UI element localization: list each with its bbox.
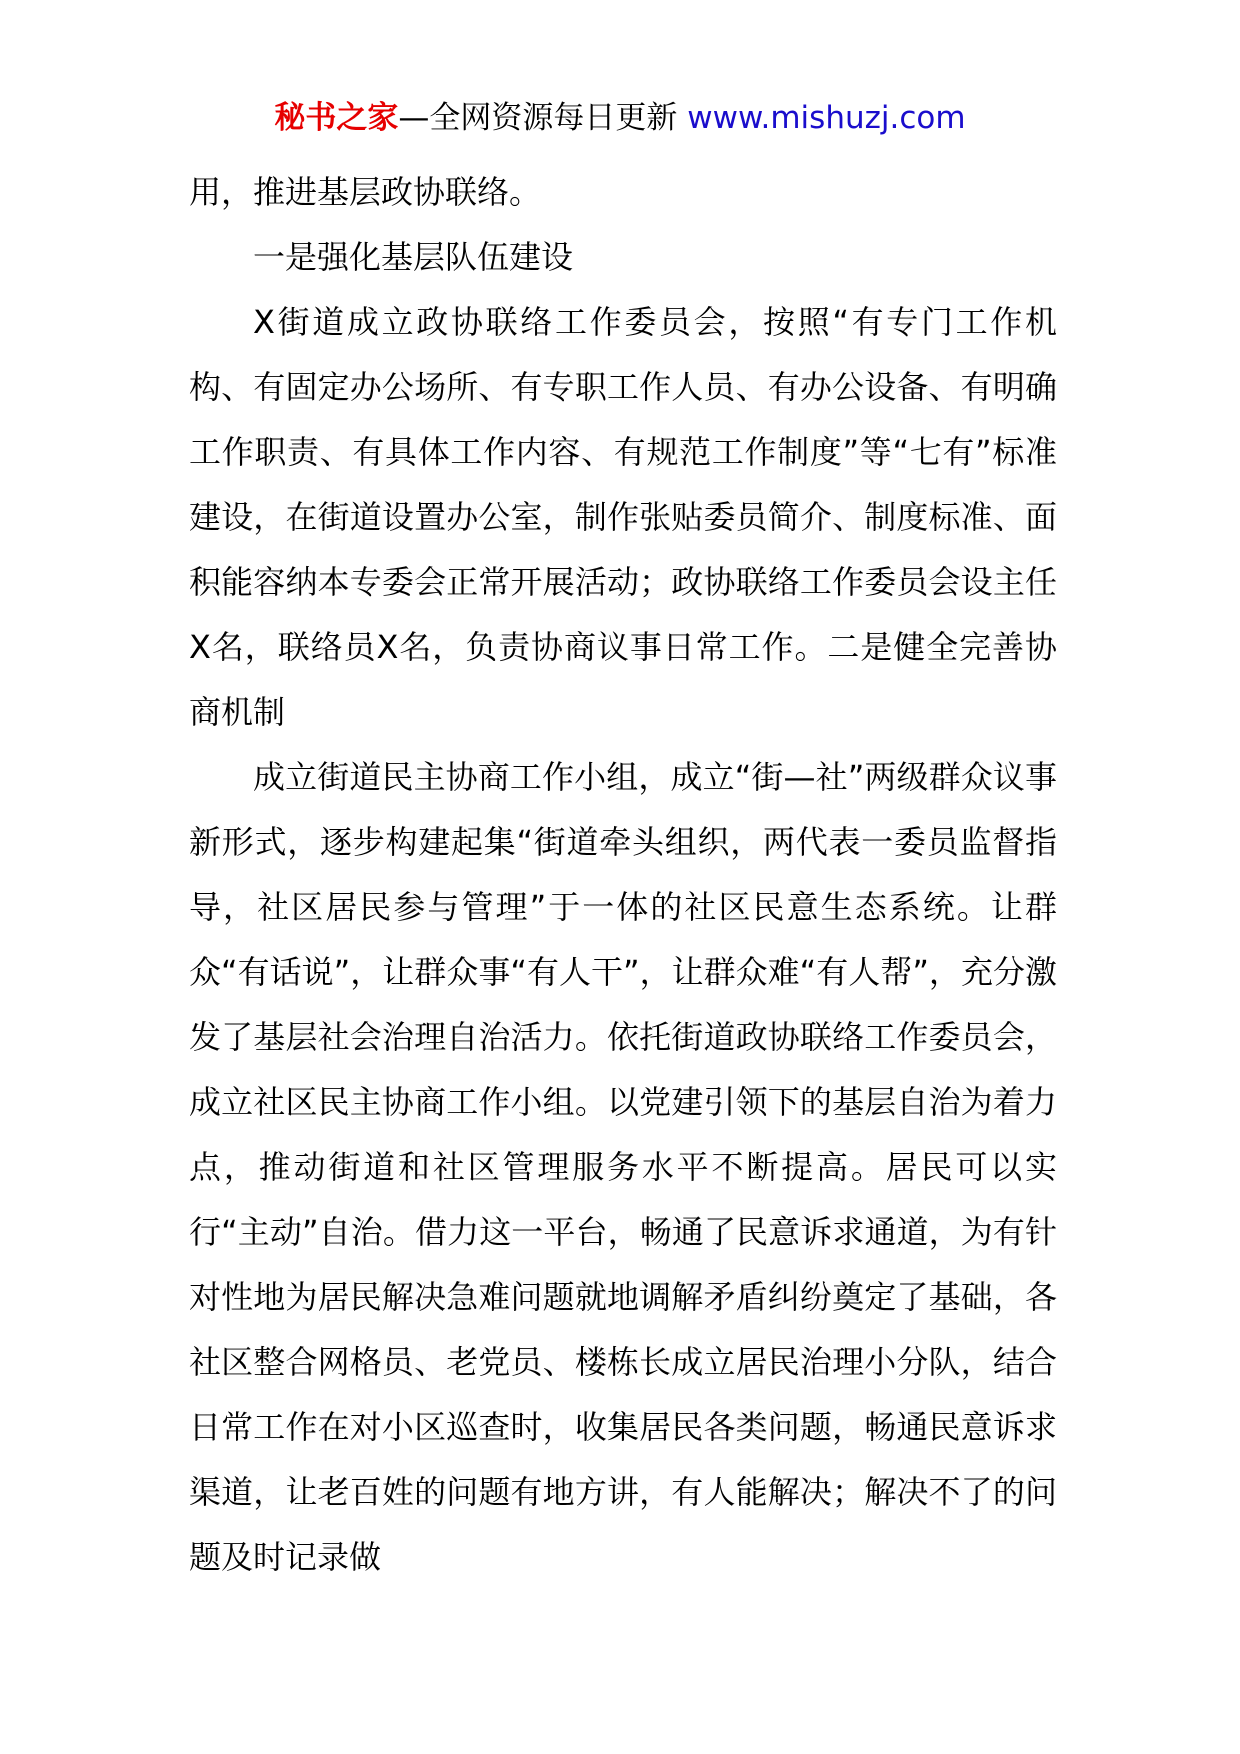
paragraph-continuation: 用，推进基层政协联络。 (189, 173, 542, 211)
paragraph-consultation: 成立街道民主协商工作小组，成立“街—社”两级群众议事新形式，逐步构建起集“街道牵头组织，两代表一委员监督指导，社区居民参与管理”于一体的社区民意生态系统。让群众“有话说”，让群众事“有人干”，让群众难“有人帮”，充分激发了基层社会治理自治活力。依托街道政协联络工作委员会，成立社区民主协商工作小组。以党建引领下的基层自治为着力点，推动街道和社区管理服务水平不断提高。居民可以实行“主动”自治。借力这一平台，畅通了民意诉求通道，为有针对性地为居民解决急难问题就地调解矛盾纠纷奠定了基础，各社区整合网格员、老党员、楼栋长成立居民治理小分队，结合日常工作在对小区巡查时，收集居民各类问题，畅通民意诉求渠道，让老百姓的问题有地方讲，有人能解决；解决不了的问题及时记录做 (189, 758, 1057, 1576)
brand-name: 秘书之家 (274, 100, 399, 136)
section-heading-team-building: 一是强化基层队伍建设 (253, 238, 574, 276)
header-slogan: —全网资源每日更新 (398, 100, 678, 136)
site-header (0, 98, 1240, 138)
document-body (189, 160, 1057, 1590)
site-url-link[interactable]: www.mishuzj.com (687, 100, 966, 136)
paragraph-committee: X街道成立政协联络工作委员会，按照“有专门工作机构、有固定办公场所、有专职工作人员、有办公设备、有明确工作职责、有具体工作内容、有规范工作制度”等“七有”标准建设，在街道设置办公室，制作张贴委员简介、制度标准、面积能容纳本专委会正常开展活动；政协联络工作委员会设主任X名，联络员X名，负责协商议事日常工作。二是健全完善协商机制 (189, 303, 1057, 731)
